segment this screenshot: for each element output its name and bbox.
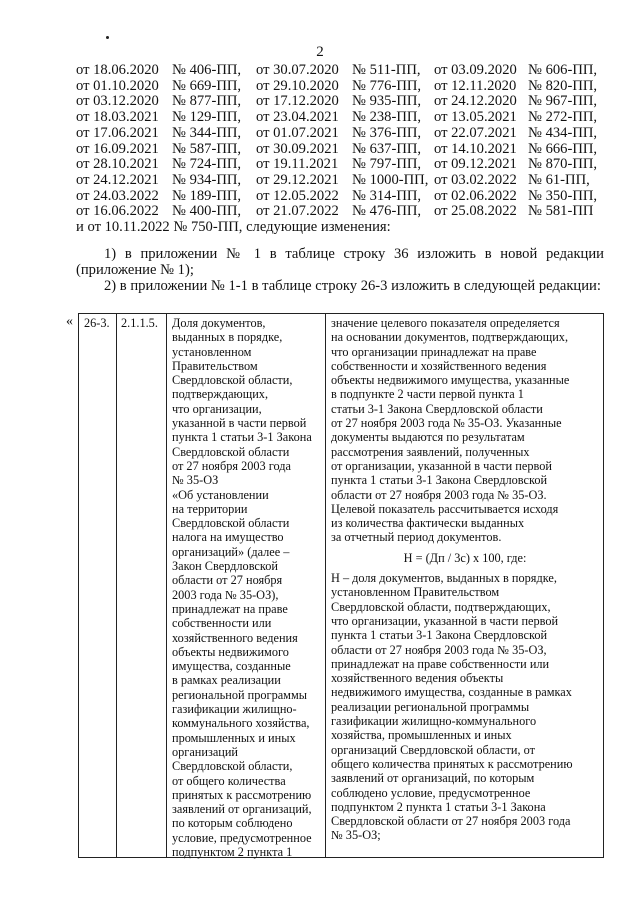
resolution-number: № 476-ПП, <box>352 203 422 220</box>
resolution-date: от 23.04.2021 <box>256 109 339 126</box>
text-line: коммунального хозяйства, <box>172 716 310 731</box>
resolution-date: от 12.11.2020 <box>434 77 517 94</box>
resolution-date: от 17.06.2021 <box>76 124 159 141</box>
resolution-number: № 376-ПП, <box>352 124 422 141</box>
page-number: 2 <box>316 44 324 60</box>
resolution-date: от 16.09.2021 <box>76 140 159 157</box>
text-line: Свердловской области <box>172 444 290 459</box>
scan-speck <box>106 36 109 39</box>
resolution-number: № 724-ПП, <box>172 156 242 173</box>
text-line: что организации, <box>172 401 262 416</box>
resolution-date: от 14.10.2021 <box>434 140 517 157</box>
date-row <box>76 63 606 79</box>
resolution-number: № 238-ПП, <box>352 109 422 126</box>
calculation-method-cell <box>331 316 599 843</box>
resolution-date: от 29.12.2021 <box>256 171 339 188</box>
text-line: на основании документов, подтверждающих, <box>331 330 569 345</box>
text-line: принадлежат на праве собственности или <box>331 656 550 671</box>
text-line: от общего количества <box>172 773 286 788</box>
resolution-number: № 934-ПП, <box>172 171 242 188</box>
resolution-number: № 1000-ПП, <box>352 171 429 188</box>
text-line: организаций» (далее – <box>172 544 290 559</box>
resolution-number: № 637-ПП, <box>352 140 422 157</box>
resolution-date: от 09.12.2021 <box>434 156 517 173</box>
text-line: Доля документов, <box>172 316 266 330</box>
opening-quote: « <box>66 314 73 329</box>
text-line: организаций Свердловской области, от <box>331 742 535 757</box>
text-line: соблюдено условие, предусмотренное <box>331 785 531 800</box>
text-line: что организации, указанной в части первой <box>331 613 559 628</box>
resolution-date: от 24.03.2022 <box>76 187 159 204</box>
column-divider <box>116 314 117 857</box>
text-line: из количества фактически выданных <box>331 516 525 531</box>
indicator-table-row <box>78 313 604 858</box>
text-line: области от 27 ноября 2003 года № 35-ОЗ, <box>331 642 547 657</box>
date-row <box>76 94 606 110</box>
text-line: от организации, указанной в части первой <box>331 458 552 473</box>
text-line: Свердловской области, <box>172 373 293 388</box>
resolution-date: от 24.12.2021 <box>76 171 159 188</box>
resolution-number: № 350-ПП, <box>528 187 598 204</box>
text-line: Целевой показатель рассчитывается исходя <box>331 501 559 516</box>
text-line: собственности или <box>172 616 272 631</box>
text-line: хозяйственного ведения <box>172 630 298 645</box>
resolution-number: № 129-ПП, <box>172 109 242 126</box>
resolution-number: № 870-ПП, <box>528 156 598 173</box>
resolution-number: № 61-ПП, <box>528 171 590 188</box>
text-line: газификации жилищно-коммунального <box>331 714 537 729</box>
resolution-date: от 19.11.2021 <box>256 156 339 173</box>
text-line: хозяйственного ведения объекты <box>331 671 504 686</box>
text-line: от 27 ноября 2003 года <box>172 458 292 473</box>
date-row <box>76 126 606 142</box>
resolution-date: от 24.12.2020 <box>434 93 517 110</box>
text-line: за отчетный период документов. <box>331 530 502 545</box>
resolution-number: № 581-ПП <box>528 203 594 220</box>
row-number-cell: 26-3. <box>84 316 110 330</box>
text-line: указанной в части первой <box>172 416 307 431</box>
text-line: что организации принадлежат на праве <box>331 344 537 359</box>
text-line: статьи 3-1 Закона Свердловской области <box>331 401 543 416</box>
date-row <box>76 204 606 220</box>
resolution-number: № 344-ПП, <box>172 124 242 141</box>
resolution-number: № 189-ПП, <box>172 187 242 204</box>
resolution-date: от 30.09.2021 <box>256 140 339 157</box>
method-text-block <box>331 316 599 545</box>
text-line: № 35-ОЗ; <box>331 828 381 843</box>
resolution-number: № 434-ПП, <box>528 124 598 141</box>
text-line: организаций <box>172 744 239 759</box>
resolution-number: № 666-ПП, <box>528 140 598 157</box>
text-line: № 35-ОЗ <box>172 473 219 488</box>
text-line: промышленных и иных <box>172 730 296 745</box>
date-row <box>76 142 606 158</box>
text-line: документы выдаются по результатам <box>331 430 525 445</box>
column-divider <box>325 314 326 857</box>
text-line: принадлежат на праве <box>172 601 288 616</box>
resolution-date: от 03.02.2022 <box>434 171 517 188</box>
text-line: подпунктом 2 пункта 1 статьи 3-1 Закона <box>331 799 546 814</box>
text-line: Свердловской области от 27 ноября 2003 года <box>331 814 571 829</box>
text-line: Свердловской области <box>172 516 290 531</box>
text-line: Н – доля документов, выданных в порядке, <box>331 571 557 586</box>
resolution-number: № 272-ПП, <box>528 109 598 126</box>
column-divider <box>166 314 167 857</box>
resolution-date: от 16.06.2022 <box>76 203 159 220</box>
text-line: газификации жилищно- <box>172 702 297 717</box>
resolution-number: № 587-ПП, <box>172 140 242 157</box>
resolution-date: от 18.06.2020 <box>76 62 159 78</box>
date-row <box>76 79 606 95</box>
resolution-date: от 01.07.2021 <box>256 124 339 141</box>
resolution-number: № 820-ПП, <box>528 77 598 94</box>
text-line: на территории <box>172 501 248 516</box>
resolution-number: № 669-ПП, <box>172 77 242 94</box>
date-row <box>76 173 606 189</box>
text-line: Закон Свердловской <box>172 559 278 574</box>
resolution-date: от 29.10.2020 <box>256 77 339 94</box>
text-line: региональной программы <box>172 687 308 702</box>
resolution-date: от 30.07.2020 <box>256 62 339 78</box>
resolution-number: № 776-ПП, <box>352 77 422 94</box>
date-row <box>76 157 606 173</box>
text-line: пункта 1 статьи 3-1 Закона Свердловской <box>331 628 548 643</box>
resolution-date: от 17.12.2020 <box>256 93 339 110</box>
text-line: реализации региональной программы <box>331 699 530 714</box>
resolution-number: № 606-ПП, <box>528 62 598 78</box>
date-row <box>76 110 606 126</box>
text-line: общего количества принятых к рассмотрению <box>331 756 573 771</box>
formula-legend-block <box>331 571 599 843</box>
text-line: по которым соблюдено <box>172 816 293 831</box>
text-line: подтверждающих, <box>172 387 269 402</box>
indicator-name-cell <box>172 316 322 859</box>
text-line: заявлений от организаций, <box>172 802 312 817</box>
text-line: от 27 ноября 2003 года № 35-ОЗ. Указанные <box>331 416 562 431</box>
resolution-date: от 18.03.2021 <box>76 109 159 126</box>
resolution-number: № 400-ПП, <box>172 203 242 220</box>
text-line: Правительством <box>172 358 258 373</box>
resolution-date: от 12.05.2022 <box>256 187 339 204</box>
text-line: Свердловской области, подтверждающих, <box>331 599 551 614</box>
text-line: объекты недвижимого имущества, указанные <box>331 373 570 388</box>
resolution-number: № 797-ПП, <box>352 156 422 173</box>
text-line: области от 27 ноября 2003 года № 35-ОЗ. <box>331 487 547 502</box>
text-line: пункта 1 статьи 3-1 Закона <box>172 430 312 445</box>
resolution-date: от 13.05.2021 <box>434 109 517 126</box>
text-line: выданных в порядке, <box>172 330 283 345</box>
text-line: заявлений от организаций, по которым <box>331 771 535 786</box>
text-line: «Об установлении <box>172 487 269 502</box>
resolution-number: № 511-ПП, <box>352 62 421 78</box>
resolution-number: № 935-ПП, <box>352 93 422 110</box>
resolution-date: от 01.10.2020 <box>76 77 159 94</box>
resolution-date: от 02.06.2022 <box>434 187 517 204</box>
text-line: хозяйства, промышленных и иных <box>331 728 512 743</box>
resolution-date: от 21.07.2022 <box>256 203 339 220</box>
closing-line: и от 10.11.2022 № 750-ПП, следующие изменения: <box>76 219 391 235</box>
text-line: в рамках реализации <box>172 673 281 688</box>
item-1-paragraph: 1) в приложении № 1 в таблице строку 36 изложить в новой редакции (приложение № 1); <box>76 246 604 278</box>
text-line: собственности и хозяйственного ведения <box>331 358 547 373</box>
resolution-date: от 25.08.2022 <box>434 203 517 220</box>
resolution-dates-list <box>76 63 606 220</box>
item-2-paragraph: 2) в приложении № 1-1 в таблице строку 26-3 изложить в следующей редакции: <box>104 278 601 294</box>
resolution-date: от 03.09.2020 <box>434 62 517 78</box>
text-line: налога на имущество <box>172 530 284 545</box>
text-line: условие, предусмотренное <box>172 830 312 845</box>
text-line: имущества, созданные <box>172 659 291 674</box>
resolution-date: от 03.12.2020 <box>76 93 159 110</box>
text-line: области от 27 ноября <box>172 573 283 588</box>
text-line: установленном Правительством <box>331 585 500 600</box>
formula: Н = (Дп / 3с) х 100, где: <box>403 550 527 565</box>
resolution-date: от 28.10.2021 <box>76 156 159 173</box>
text-line: 2003 года № 35-ОЗ), <box>172 587 279 602</box>
resolution-number: № 877-ПП, <box>172 93 242 110</box>
text-line: пункта 1 статьи 3-1 Закона Свердловской <box>331 473 548 488</box>
indicator-code-cell: 2.1.1.5. <box>121 316 158 330</box>
text-line: рассмотрения заявлений, полученных <box>331 444 530 459</box>
text-line: установленном <box>172 344 252 359</box>
text-line: подпунктом 2 пункта 1 <box>172 844 293 859</box>
resolution-number: № 406-ПП, <box>172 62 242 78</box>
text-line: объекты недвижимого <box>172 644 289 659</box>
resolution-date: от 22.07.2021 <box>434 124 517 141</box>
text-line: Свердловской области, <box>172 759 293 774</box>
text-line: принятых к рассмотрению <box>172 787 312 802</box>
text-line: в подпункте 2 части первой пункта 1 <box>331 387 524 402</box>
resolution-number: № 314-ПП, <box>352 187 422 204</box>
text-line: значение целевого показателя определяется <box>331 316 560 330</box>
resolution-number: № 967-ПП, <box>528 93 598 110</box>
text-line: недвижимого имущества, созданные в рамках <box>331 685 572 700</box>
date-row <box>76 189 606 205</box>
